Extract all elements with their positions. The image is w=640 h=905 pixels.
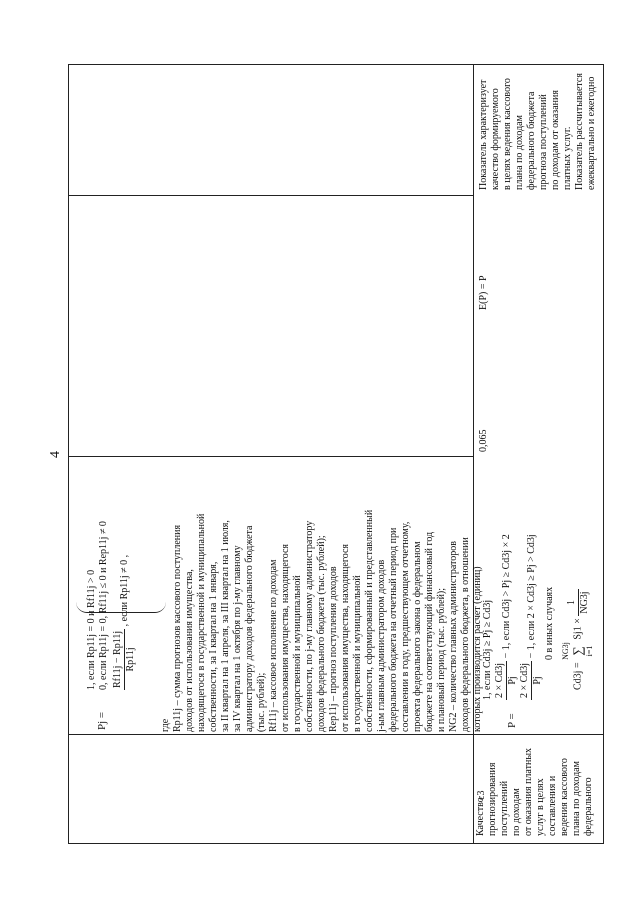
- comment: [478, 65, 598, 190]
- formula-cd-numerator: 1: [566, 589, 579, 615]
- formula-p-case2-condition: − 1, если Cd3j > Pj ≥ Cd3j × 2: [500, 534, 512, 659]
- formula-pj-denominator: Rp11j: [125, 647, 136, 672]
- definition-line: j-ым главным администратором доходов: [376, 559, 387, 732]
- formula-cd-sum-sign: ∑: [570, 646, 585, 656]
- indicator-name-line: поступлений: [499, 780, 510, 836]
- column-divider-2: [603, 64, 604, 843]
- formula-cd-sum-top: NG3j: [561, 642, 570, 660]
- definition-line: в государственной и муниципальной: [352, 575, 363, 732]
- comment-line: федерального бюджета: [526, 91, 537, 190]
- indicator-name-line: прогнозирования: [487, 762, 498, 836]
- definition-line: Rep11j – прогноз поступления доходов: [328, 566, 339, 732]
- definition-line: бюджете на соответствующий финансовый год: [424, 531, 435, 732]
- formula-pj-numerator: Rf11j − Rp11j: [112, 630, 123, 688]
- formula-pj-case3-condition: , если Rp11j ≠ 0: [118, 559, 130, 627]
- formula-pj-cases: [86, 500, 137, 690]
- indicator-name-line: от оказания платных: [523, 747, 534, 836]
- definition-line: и плановый период (тыс. рублей);: [436, 587, 447, 732]
- row-divider-3: [68, 195, 474, 196]
- definition-line: Rp11j – сумма прогнозов кассового поступления: [172, 524, 183, 732]
- formula-pj-case1: 1, если Rp11j = 0 и Rf11j > 0: [86, 569, 97, 690]
- formula-p-denominator-1: Pj: [507, 676, 518, 685]
- formula-p-lhs: P =: [506, 713, 518, 728]
- table-bottom-border: [68, 843, 604, 844]
- comment-line: ежеквартально и ежегодно: [586, 76, 597, 190]
- formula-pj-trailing: ,: [118, 554, 130, 558]
- formula-cd-fraction: [566, 589, 591, 615]
- indicator-name: [475, 738, 595, 836]
- comment-line: Показатель рассчитывается: [574, 73, 585, 190]
- formula-pj-case2: 0, если Rp11j = 0, Rf11j ≤ 0 и Rep11j ≠ 0: [98, 521, 109, 690]
- definitions: [172, 442, 484, 732]
- indicator-name-line: федерального: [583, 777, 594, 836]
- formula-p-numerator-2: 2 × Cd3j: [519, 662, 530, 698]
- definition-line: собственности, за I квартал на 1 января,: [208, 561, 219, 732]
- definition-line: которых производится расчет (единиц): [472, 566, 483, 732]
- definition-line: составлении в году, предшествующем отчетному,: [400, 521, 411, 732]
- formula-cd-sum-bottom: i=1: [585, 645, 594, 657]
- definition-line: проекта федерального закона о федеральном: [412, 541, 423, 732]
- indicator-name-line: ведения кассового: [559, 758, 570, 836]
- row-divider-1: [68, 734, 604, 735]
- page-number: 4: [48, 451, 63, 458]
- definition-line: доходов федерального бюджета (тыс. рублей);: [316, 535, 327, 732]
- comment-line: в целях ведения кассового: [502, 78, 513, 190]
- comment-line: плана по доходам: [514, 115, 525, 190]
- indicator-name-line: составления и: [547, 775, 558, 836]
- comment-line: прогноза поступлений: [538, 94, 549, 190]
- formula-cd: [560, 530, 596, 690]
- indicator-name-line: плана по доходам: [571, 761, 582, 836]
- target-value: E(P) = P: [478, 275, 489, 310]
- formula-cd-sum: [560, 642, 596, 660]
- comment-line: качество формируемого: [490, 88, 501, 190]
- formula-cd-body: Sj1 ×: [572, 618, 584, 640]
- comment-line: платных услуг.: [562, 126, 573, 190]
- row-id: с3: [476, 790, 487, 800]
- definition-line: за II квартал на 1 апреля, за III квартал на 1 июля,: [220, 520, 231, 732]
- formula-pj-lhs: Pj =: [96, 711, 108, 730]
- definition-line: (тыс. рублей);: [256, 672, 267, 732]
- indicator-name-line: Качество: [475, 797, 486, 836]
- formula-p-case4: 0 в иных случаях: [544, 586, 555, 660]
- definition-line: в государственной и муниципальной: [292, 575, 303, 732]
- formula-p-numerator-1: 2 × Cd3j: [494, 662, 505, 698]
- definition-line: Rf11j – кассовое исполнение по доходам: [268, 559, 279, 732]
- definition-line: от использования имущества, находящегося: [340, 543, 351, 732]
- formula-p-fraction-1: [494, 661, 519, 700]
- formula-p-case3-condition: − 1, если 2 × Cd3j ≥ Pj > Cd3j: [525, 534, 537, 659]
- definition-line: за IV квартал на 1 октября по j-му главному: [232, 545, 243, 732]
- definition-line: от использования имущества, находящегося: [280, 543, 291, 732]
- definition-line: администратору доходов федерального бюджета: [244, 525, 255, 732]
- comment-line: Показатель характеризует: [478, 79, 489, 190]
- table-left-border: [68, 64, 69, 843]
- formula-p-cases: [482, 500, 556, 700]
- definition-line: доходов федерального бюджета, в отношении: [460, 537, 471, 732]
- weight-value: 0,065: [478, 429, 489, 452]
- formula-pj-fraction: [112, 629, 137, 690]
- formula-p-fraction-2: [519, 661, 544, 700]
- indicator-name-line: услуг в целях: [535, 778, 546, 836]
- formula-cd-denominator: NG3j: [578, 591, 590, 614]
- where-label: где: [160, 718, 171, 732]
- indicator-name-line: по доходам: [511, 788, 522, 836]
- definition-line: собственности, по j-му главному администратору: [304, 520, 315, 732]
- definition-line: NG2 – количество главных администраторов: [448, 541, 459, 732]
- formula-p-denominator-2: Pj: [532, 676, 543, 685]
- formula-cd-lhs: Cd3j =: [572, 662, 584, 690]
- comment-line: по доходам от оказания: [550, 90, 561, 190]
- definition-line: собственности, сформированный и представленный: [364, 509, 375, 732]
- definition-line: доходов от использования имущества,: [184, 569, 195, 732]
- definition-line: находящегося в государственной и муниципальной: [196, 513, 207, 732]
- definition-line: федерального бюджета на отчетный период при: [388, 527, 399, 732]
- formula-p-case1: 1, если Cd3j ≥ Pj ≥ Cd3j: [482, 599, 493, 700]
